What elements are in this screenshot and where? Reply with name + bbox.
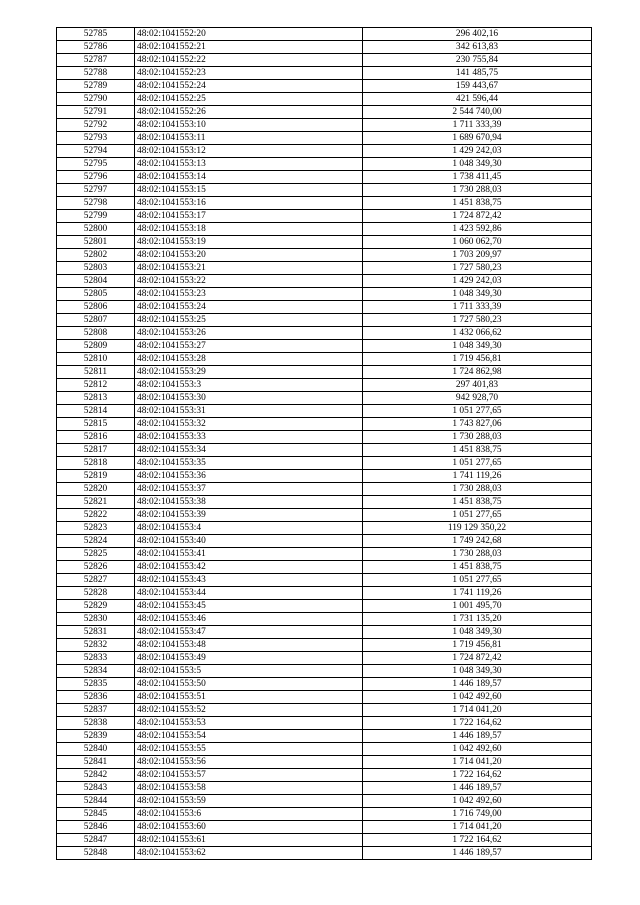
cadastral-number-cell: 48:02:1041553:18 <box>135 223 363 236</box>
cadastral-number-cell: 48:02:1041552:20 <box>135 28 363 41</box>
cadastral-value-cell: 1 051 277,65 <box>363 509 592 522</box>
cadastral-number-cell: 48:02:1041553:39 <box>135 509 363 522</box>
cadastral-value-cell: 1 446 189,57 <box>363 678 592 691</box>
cadastral-number-cell: 48:02:1041553:45 <box>135 600 363 613</box>
cadastral-value-cell: 1 722 164,62 <box>363 834 592 847</box>
row-number-cell: 52844 <box>57 795 135 808</box>
cadastral-number-cell: 48:02:1041553:33 <box>135 431 363 444</box>
row-number-cell: 52846 <box>57 821 135 834</box>
cadastral-value-cell: 1 042 492,60 <box>363 743 592 756</box>
table-row <box>57 808 592 821</box>
cadastral-number-cell: 48:02:1041553:56 <box>135 756 363 769</box>
cadastral-number-cell: 48:02:1041553:13 <box>135 158 363 171</box>
row-number-cell: 52813 <box>57 392 135 405</box>
cadastral-value-cell: 1 042 492,60 <box>363 795 592 808</box>
table-row <box>57 691 592 704</box>
table-row <box>57 366 592 379</box>
row-number-cell: 52808 <box>57 327 135 340</box>
table-row <box>57 470 592 483</box>
row-number-cell: 52836 <box>57 691 135 704</box>
cadastral-value-cell: 1 432 066,62 <box>363 327 592 340</box>
row-number-cell: 52806 <box>57 301 135 314</box>
cadastral-value-cell: 421 596,44 <box>363 93 592 106</box>
cadastral-number-cell: 48:02:1041553:35 <box>135 457 363 470</box>
row-number-cell: 52828 <box>57 587 135 600</box>
row-number-cell: 52840 <box>57 743 135 756</box>
row-number-cell: 52838 <box>57 717 135 730</box>
cadastral-number-cell: 48:02:1041553:43 <box>135 574 363 587</box>
row-number-cell: 52800 <box>57 223 135 236</box>
table-row <box>57 730 592 743</box>
cadastral-number-cell: 48:02:1041553:19 <box>135 236 363 249</box>
cadastral-number-cell: 48:02:1041553:10 <box>135 119 363 132</box>
table-row <box>57 392 592 405</box>
cadastral-value-cell: 1 051 277,65 <box>363 574 592 587</box>
table-row <box>57 171 592 184</box>
row-number-cell: 52803 <box>57 262 135 275</box>
cadastral-value-cell: 1 730 288,03 <box>363 483 592 496</box>
cadastral-number-cell: 48:02:1041553:54 <box>135 730 363 743</box>
table-row <box>57 756 592 769</box>
cadastral-number-cell: 48:02:1041553:28 <box>135 353 363 366</box>
table-row <box>57 483 592 496</box>
cadastral-number-cell: 48:02:1041552:24 <box>135 80 363 93</box>
cadastral-number-cell: 48:02:1041553:62 <box>135 847 363 860</box>
table-row <box>57 353 592 366</box>
table-row <box>57 834 592 847</box>
table-row <box>57 639 592 652</box>
cadastral-number-cell: 48:02:1041553:44 <box>135 587 363 600</box>
cadastral-value-cell: 1 051 277,65 <box>363 457 592 470</box>
table-row <box>57 327 592 340</box>
row-number-cell: 52786 <box>57 41 135 54</box>
table-row <box>57 847 592 860</box>
table-row <box>57 184 592 197</box>
cadastral-value-cell: 1 042 492,60 <box>363 691 592 704</box>
cadastral-value-cell: 1 741 119,26 <box>363 587 592 600</box>
table-row <box>57 509 592 522</box>
table-row <box>57 132 592 145</box>
table-row <box>57 535 592 548</box>
cadastral-value-cell: 1 730 288,03 <box>363 431 592 444</box>
cadastral-number-cell: 48:02:1041552:22 <box>135 54 363 67</box>
cadastral-value-cell: 1 060 062,70 <box>363 236 592 249</box>
cadastral-value-cell: 1 730 288,03 <box>363 548 592 561</box>
table-row <box>57 405 592 418</box>
cadastral-value-cell: 1 724 872,42 <box>363 652 592 665</box>
cadastral-value-cell: 1 451 838,75 <box>363 444 592 457</box>
cadastral-value-cell: 1 703 209,97 <box>363 249 592 262</box>
row-number-cell: 52791 <box>57 106 135 119</box>
row-number-cell: 52804 <box>57 275 135 288</box>
cadastral-value-cell: 1 711 333,39 <box>363 119 592 132</box>
row-number-cell: 52816 <box>57 431 135 444</box>
cadastral-number-cell: 48:02:1041553:21 <box>135 262 363 275</box>
row-number-cell: 52841 <box>57 756 135 769</box>
row-number-cell: 52832 <box>57 639 135 652</box>
table-row <box>57 197 592 210</box>
row-number-cell: 52830 <box>57 613 135 626</box>
row-number-cell: 52795 <box>57 158 135 171</box>
table-row <box>57 743 592 756</box>
cadastral-number-cell: 48:02:1041553:27 <box>135 340 363 353</box>
cadastral-number-cell: 48:02:1041553:49 <box>135 652 363 665</box>
row-number-cell: 52796 <box>57 171 135 184</box>
cadastral-number-cell: 48:02:1041553:41 <box>135 548 363 561</box>
cadastral-number-cell: 48:02:1041552:23 <box>135 67 363 80</box>
row-number-cell: 52842 <box>57 769 135 782</box>
row-number-cell: 52826 <box>57 561 135 574</box>
cadastral-number-cell: 48:02:1041553:61 <box>135 834 363 847</box>
row-number-cell: 52801 <box>57 236 135 249</box>
row-number-cell: 52843 <box>57 782 135 795</box>
cadastral-number-cell: 48:02:1041553:12 <box>135 145 363 158</box>
cadastral-number-cell: 48:02:1041553:47 <box>135 626 363 639</box>
row-number-cell: 52818 <box>57 457 135 470</box>
table-row <box>57 28 592 41</box>
cadastral-value-cell: 1 048 349,30 <box>363 626 592 639</box>
table-body <box>57 28 592 860</box>
cadastral-number-cell: 48:02:1041553:48 <box>135 639 363 652</box>
table-row <box>57 340 592 353</box>
cadastral-number-cell: 48:02:1041553:4 <box>135 522 363 535</box>
row-number-cell: 52819 <box>57 470 135 483</box>
cadastral-number-cell: 48:02:1041552:26 <box>135 106 363 119</box>
row-number-cell: 52788 <box>57 67 135 80</box>
table-row <box>57 54 592 67</box>
table-row <box>57 665 592 678</box>
table-row <box>57 288 592 301</box>
table-row <box>57 717 592 730</box>
cadastral-value-cell: 119 129 350,22 <box>363 522 592 535</box>
row-number-cell: 52837 <box>57 704 135 717</box>
cadastral-number-cell: 48:02:1041553:60 <box>135 821 363 834</box>
row-number-cell: 52835 <box>57 678 135 691</box>
cadastral-number-cell: 48:02:1041553:57 <box>135 769 363 782</box>
cadastral-value-cell: 1 429 242,03 <box>363 145 592 158</box>
cadastral-value-cell: 1 451 838,75 <box>363 561 592 574</box>
row-number-cell: 52824 <box>57 535 135 548</box>
cadastral-number-cell: 48:02:1041553:59 <box>135 795 363 808</box>
cadastral-number-cell: 48:02:1041553:53 <box>135 717 363 730</box>
table-row <box>57 41 592 54</box>
table-row <box>57 587 592 600</box>
cadastral-number-cell: 48:02:1041553:20 <box>135 249 363 262</box>
table-row <box>57 431 592 444</box>
row-number-cell: 52793 <box>57 132 135 145</box>
cadastral-value-cell: 1 048 349,30 <box>363 665 592 678</box>
cadastral-value-cell: 159 443,67 <box>363 80 592 93</box>
cadastral-value-cell: 1 446 189,57 <box>363 847 592 860</box>
cadastral-value-cell: 1 741 119,26 <box>363 470 592 483</box>
table-row <box>57 795 592 808</box>
cadastral-value-cell: 1 749 242,68 <box>363 535 592 548</box>
cadastral-value-cell: 1 001 495,70 <box>363 600 592 613</box>
cadastral-number-cell: 48:02:1041553:22 <box>135 275 363 288</box>
cadastral-number-cell: 48:02:1041553:23 <box>135 288 363 301</box>
row-number-cell: 52845 <box>57 808 135 821</box>
cadastral-value-cell: 1 730 288,03 <box>363 184 592 197</box>
cadastral-value-cell: 1 714 041,20 <box>363 756 592 769</box>
cadastral-value-cell: 1 711 333,39 <box>363 301 592 314</box>
table-row <box>57 67 592 80</box>
cadastral-number-cell: 48:02:1041553:5 <box>135 665 363 678</box>
row-number-cell: 52789 <box>57 80 135 93</box>
cadastral-value-cell: 1 689 670,94 <box>363 132 592 145</box>
cadastral-value-cell: 942 928,70 <box>363 392 592 405</box>
row-number-cell: 52848 <box>57 847 135 860</box>
cadastral-value-cell: 1 724 872,42 <box>363 210 592 223</box>
table-row <box>57 210 592 223</box>
cadastral-number-cell: 48:02:1041553:37 <box>135 483 363 496</box>
row-number-cell: 52829 <box>57 600 135 613</box>
cadastral-value-cell: 1 714 041,20 <box>363 821 592 834</box>
table-row <box>57 93 592 106</box>
row-number-cell: 52807 <box>57 314 135 327</box>
row-number-cell: 52805 <box>57 288 135 301</box>
cadastral-number-cell: 48:02:1041553:3 <box>135 379 363 392</box>
cadastral-value-cell: 1 724 862,98 <box>363 366 592 379</box>
table-row <box>57 613 592 626</box>
table-row <box>57 301 592 314</box>
table-row <box>57 249 592 262</box>
cadastral-value-cell: 1 048 349,30 <box>363 288 592 301</box>
cadastral-value-cell: 1 048 349,30 <box>363 158 592 171</box>
cadastral-number-cell: 48:02:1041553:15 <box>135 184 363 197</box>
row-number-cell: 52847 <box>57 834 135 847</box>
cadastral-value-cell: 1 738 411,45 <box>363 171 592 184</box>
cadastral-number-cell: 48:02:1041553:16 <box>135 197 363 210</box>
row-number-cell: 52790 <box>57 93 135 106</box>
row-number-cell: 52794 <box>57 145 135 158</box>
table-row <box>57 379 592 392</box>
table-row <box>57 457 592 470</box>
row-number-cell: 52810 <box>57 353 135 366</box>
cadastral-value-cell: 342 613,83 <box>363 41 592 54</box>
cadastral-value-cell: 1 051 277,65 <box>363 405 592 418</box>
cadastral-number-cell: 48:02:1041553:11 <box>135 132 363 145</box>
cadastral-value-cell: 1 451 838,75 <box>363 496 592 509</box>
cadastral-value-table <box>56 27 592 860</box>
cadastral-number-cell: 48:02:1041553:32 <box>135 418 363 431</box>
row-number-cell: 52812 <box>57 379 135 392</box>
table-row <box>57 561 592 574</box>
row-number-cell: 52811 <box>57 366 135 379</box>
table-row <box>57 106 592 119</box>
table-row <box>57 158 592 171</box>
cadastral-value-cell: 1 429 242,03 <box>363 275 592 288</box>
cadastral-value-cell: 2 544 740,00 <box>363 106 592 119</box>
table-row <box>57 119 592 132</box>
cadastral-number-cell: 48:02:1041553:6 <box>135 808 363 821</box>
row-number-cell: 52802 <box>57 249 135 262</box>
table-row <box>57 600 592 613</box>
row-number-cell: 52817 <box>57 444 135 457</box>
cadastral-value-cell: 230 755,84 <box>363 54 592 67</box>
cadastral-number-cell: 48:02:1041553:31 <box>135 405 363 418</box>
row-number-cell: 52785 <box>57 28 135 41</box>
cadastral-number-cell: 48:02:1041553:25 <box>135 314 363 327</box>
table-row <box>57 80 592 93</box>
row-number-cell: 52822 <box>57 509 135 522</box>
cadastral-value-cell: 1 719 456,81 <box>363 639 592 652</box>
row-number-cell: 52821 <box>57 496 135 509</box>
cadastral-value-cell: 1 451 838,75 <box>363 197 592 210</box>
row-number-cell: 52792 <box>57 119 135 132</box>
cadastral-number-cell: 48:02:1041553:17 <box>135 210 363 223</box>
cadastral-value-cell: 296 402,16 <box>363 28 592 41</box>
row-number-cell: 52833 <box>57 652 135 665</box>
cadastral-value-cell: 1 727 580,23 <box>363 262 592 275</box>
row-number-cell: 52823 <box>57 522 135 535</box>
cadastral-number-cell: 48:02:1041553:42 <box>135 561 363 574</box>
cadastral-value-cell: 297 401,83 <box>363 379 592 392</box>
cadastral-number-cell: 48:02:1041553:30 <box>135 392 363 405</box>
row-number-cell: 52809 <box>57 340 135 353</box>
cadastral-number-cell: 48:02:1041553:36 <box>135 470 363 483</box>
cadastral-number-cell: 48:02:1041553:40 <box>135 535 363 548</box>
cadastral-number-cell: 48:02:1041552:21 <box>135 41 363 54</box>
cadastral-number-cell: 48:02:1041553:58 <box>135 782 363 795</box>
cadastral-value-cell: 1 714 041,20 <box>363 704 592 717</box>
table-row <box>57 821 592 834</box>
cadastral-value-cell: 1 048 349,30 <box>363 340 592 353</box>
table-row <box>57 275 592 288</box>
row-number-cell: 52798 <box>57 197 135 210</box>
cadastral-number-cell: 48:02:1041553:26 <box>135 327 363 340</box>
table-row <box>57 496 592 509</box>
cadastral-number-cell: 48:02:1041553:52 <box>135 704 363 717</box>
cadastral-value-cell: 1 722 164,62 <box>363 717 592 730</box>
cadastral-number-cell: 48:02:1041553:29 <box>135 366 363 379</box>
row-number-cell: 52797 <box>57 184 135 197</box>
cadastral-value-cell: 1 716 749,00 <box>363 808 592 821</box>
table-row <box>57 652 592 665</box>
cadastral-value-cell: 1 727 580,23 <box>363 314 592 327</box>
row-number-cell: 52827 <box>57 574 135 587</box>
row-number-cell: 52839 <box>57 730 135 743</box>
cadastral-value-cell: 1 446 189,57 <box>363 782 592 795</box>
cadastral-number-cell: 48:02:1041552:25 <box>135 93 363 106</box>
table-row <box>57 782 592 795</box>
cadastral-value-cell: 1 731 135,20 <box>363 613 592 626</box>
table-row <box>57 223 592 236</box>
row-number-cell: 52787 <box>57 54 135 67</box>
cadastral-value-cell: 1 722 164,62 <box>363 769 592 782</box>
table-row <box>57 314 592 327</box>
table-row <box>57 418 592 431</box>
cadastral-value-cell: 1 423 592,86 <box>363 223 592 236</box>
cadastral-value-cell: 141 485,75 <box>363 67 592 80</box>
table-row <box>57 678 592 691</box>
cadastral-value-cell: 1 446 189,57 <box>363 730 592 743</box>
row-number-cell: 52814 <box>57 405 135 418</box>
row-number-cell: 52799 <box>57 210 135 223</box>
table-row <box>57 262 592 275</box>
cadastral-number-cell: 48:02:1041553:34 <box>135 444 363 457</box>
row-number-cell: 52820 <box>57 483 135 496</box>
table-row <box>57 548 592 561</box>
cadastral-value-cell: 1 743 827,06 <box>363 418 592 431</box>
table-row <box>57 626 592 639</box>
row-number-cell: 52825 <box>57 548 135 561</box>
table-row <box>57 704 592 717</box>
table-row <box>57 444 592 457</box>
cadastral-number-cell: 48:02:1041553:55 <box>135 743 363 756</box>
table-row <box>57 574 592 587</box>
cadastral-number-cell: 48:02:1041553:51 <box>135 691 363 704</box>
table-row <box>57 145 592 158</box>
row-number-cell: 52831 <box>57 626 135 639</box>
cadastral-value-cell: 1 719 456,81 <box>363 353 592 366</box>
cadastral-number-cell: 48:02:1041553:38 <box>135 496 363 509</box>
cadastral-number-cell: 48:02:1041553:24 <box>135 301 363 314</box>
row-number-cell: 52834 <box>57 665 135 678</box>
table-row <box>57 236 592 249</box>
table-row <box>57 769 592 782</box>
row-number-cell: 52815 <box>57 418 135 431</box>
cadastral-number-cell: 48:02:1041553:50 <box>135 678 363 691</box>
cadastral-number-cell: 48:02:1041553:14 <box>135 171 363 184</box>
table-row <box>57 522 592 535</box>
cadastral-number-cell: 48:02:1041553:46 <box>135 613 363 626</box>
